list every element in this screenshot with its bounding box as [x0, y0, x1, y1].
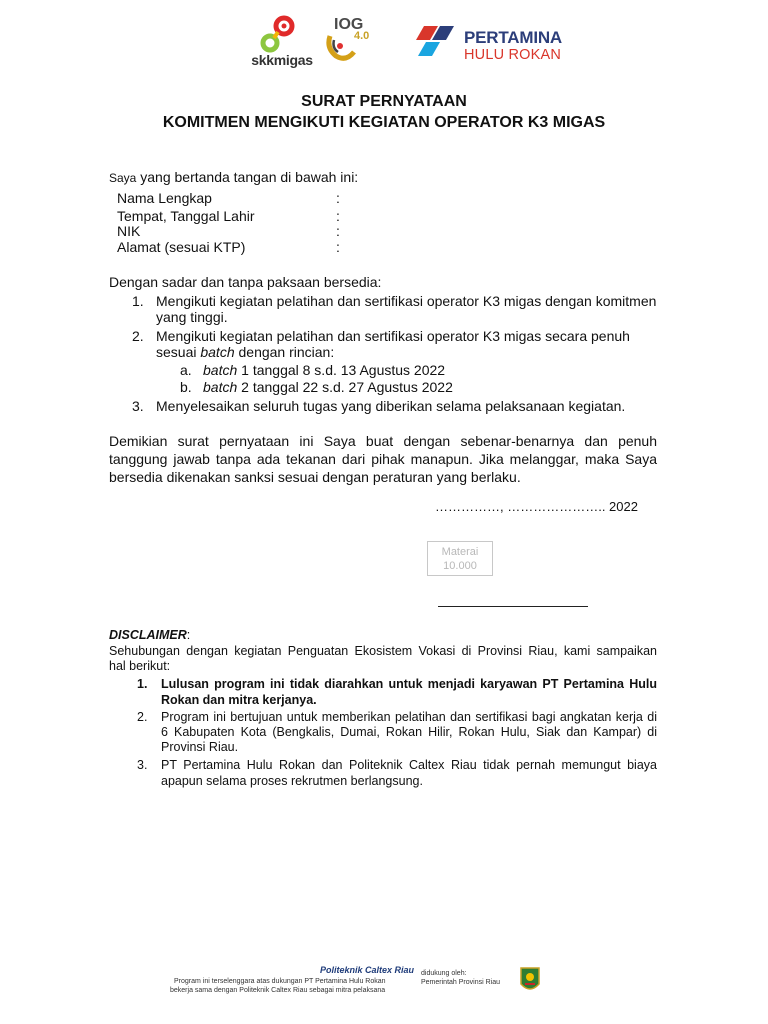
supported-by-org: Pemerintah Provinsi Riau: [421, 979, 500, 986]
skkmigas-logo: [252, 14, 312, 70]
footer-line-2: bekerja sama dengan Politeknik Caltex Riau sebagai mitra pelaksana: [170, 987, 386, 994]
intro-line: [109, 169, 358, 187]
disclaimer-para-line-1: Sehubungan dengan kegiatan Penguatan Ekosistem Vokasi di Provinsi Riau, kami sampaikan: [109, 644, 657, 658]
field-colon-nama: :: [336, 190, 340, 206]
item-1-line-2: yang tinggi.: [156, 309, 228, 325]
iog-version: 4.0: [354, 30, 370, 42]
item-2-line-1: Mengikuti kegiatan pelatihan dan sertifikasi operator K3 migas secara penuh: [156, 328, 630, 344]
disclaimer-colon: :: [186, 628, 191, 642]
field-label-alamat: Alamat (sesuai KTP): [117, 239, 246, 255]
iog-text: IOG: [334, 16, 364, 33]
field-colon-nik: :: [336, 223, 340, 239]
title-line-2: KOMITMEN MENGIKUTI KEGIATAN OPERATOR K3 MIGAS: [162, 114, 606, 131]
politeknik-caltex-riau-logo: Politeknik Caltex Riau: [320, 965, 415, 975]
disclaimer-item-2-line-1: Program ini bertujuan untuk memberikan pelatihan dan sertifikasi bagi angkatan kerja di: [161, 710, 657, 724]
disclaimer-item-1-number: 1.: [137, 677, 148, 691]
field-colon-ttl: :: [336, 208, 340, 224]
materai-stamp-box: [427, 541, 493, 576]
intro-saya: Saya: [109, 171, 137, 185]
pertamina-hulu-rokan-logo: [416, 20, 576, 64]
date-line: ……………, ………………….. 2022: [435, 499, 638, 514]
disclaimer-item-1-line-2: Rokan dan mitra kerjanya.: [161, 693, 317, 707]
sub-b-text: [203, 379, 453, 396]
item-2-italic: batch: [200, 344, 235, 360]
disclaimer-item-2-line-2: 6 Kabupaten Kota (Bengkalis, Dumai, Rokan Hilir, Rokan Hulu, Siak dan Kampar) di: [161, 725, 657, 739]
item-1-line-1: Mengikuti kegiatan pelatihan dan sertifikasi operator K3 migas dengan komitmen: [156, 293, 657, 309]
iog-swirl-icon: [324, 32, 358, 62]
field-label-ttl: Tempat, Tanggal Lahir: [117, 208, 255, 224]
sub-a-rest: 1 tanggal 8 s.d. 13 Agustus 2022: [237, 362, 446, 378]
intro-text: yang bertanda tangan di bawah ini:: [136, 169, 359, 185]
disclaimer-heading: [109, 628, 190, 643]
disclaimer-item-2-line-3: Provinsi Riau.: [161, 740, 239, 754]
field-label-nik: NIK: [117, 223, 141, 239]
disclaimer-para-line-2: hal berikut:: [109, 659, 171, 673]
sub-b-rest: 2 tanggal 22 s.d. 27 Agustus 2022: [237, 379, 453, 395]
item-2-line-2: [156, 344, 334, 361]
skkmigas-text: skkmigas: [251, 52, 313, 68]
field-label-nama: Nama Lengkap: [117, 190, 212, 206]
item-2-pre: sesuai: [156, 344, 201, 360]
item-1-number: 1.: [132, 293, 144, 309]
sub-a-text: [203, 362, 445, 379]
item-3-number: 3.: [132, 398, 144, 414]
disclaimer-item-3-line-1: PT Pertamina Hulu Rokan dan Politeknik Caltex Riau tidak pernah memungut biaya: [161, 758, 657, 772]
disclaimer-item-2-number: 2.: [137, 710, 148, 724]
disclaimer-item-1-line-1: Lulusan program ini tidak diarahkan untuk menjadi karyawan PT Pertamina Hulu: [161, 677, 657, 691]
field-colon-alamat: :: [336, 239, 340, 255]
stamp-line-1: Materai: [441, 546, 479, 558]
stamp-line-2: 10.000: [443, 560, 477, 572]
item-3-text: Menyelesaikan seluruh tugas yang diberikan selama pelaksanaan kegiatan.: [156, 398, 626, 414]
hulu-rokan-text: HULU ROKAN: [464, 47, 562, 63]
disclaimer-label: DISCLAIMER: [109, 628, 187, 642]
supported-by-label: didukung oleh:: [421, 970, 467, 977]
disclaimer-item-3-number: 3.: [137, 758, 148, 772]
iog-logo: [322, 16, 374, 64]
skkmigas-mark-icon: [258, 14, 302, 54]
closing-line-2: tanggung jawab tanpa ada tekanan dari pihak manapun. Jika melanggar, maka Saya: [109, 451, 657, 467]
signature-line: [438, 606, 588, 607]
footer-line-1: Program ini terselenggara atas dukungan PT Pertamina Hulu Rokan: [174, 978, 386, 985]
sub-a-letter: a.: [180, 362, 192, 378]
sub-b-letter: b.: [180, 379, 192, 395]
pertamina-mark-icon: [416, 22, 456, 58]
sub-b-italic: batch: [203, 379, 238, 395]
disclaimer-item-3-line-2: apapun selama proses rekrutmen berlangsung.: [161, 774, 423, 788]
riau-province-emblem-icon: [519, 966, 541, 994]
item-2-number: 2.: [132, 328, 144, 344]
pertamina-text: PERTAMINA: [464, 28, 562, 47]
closing-line-1: Demikian surat pernyataan ini Saya buat dengan sebenar-benarnya dan penuh: [109, 433, 657, 449]
willing-text: Dengan sadar dan tanpa paksaan bersedia:: [109, 274, 382, 290]
item-2-post: dengan rincian:: [234, 344, 335, 360]
sub-a-italic: batch: [203, 362, 238, 378]
title-line-1: SURAT PERNYATAAN: [301, 93, 467, 110]
closing-line-3: bersedia dikenakan sanksi sesuai dengan peraturan yang berlaku.: [109, 469, 521, 485]
